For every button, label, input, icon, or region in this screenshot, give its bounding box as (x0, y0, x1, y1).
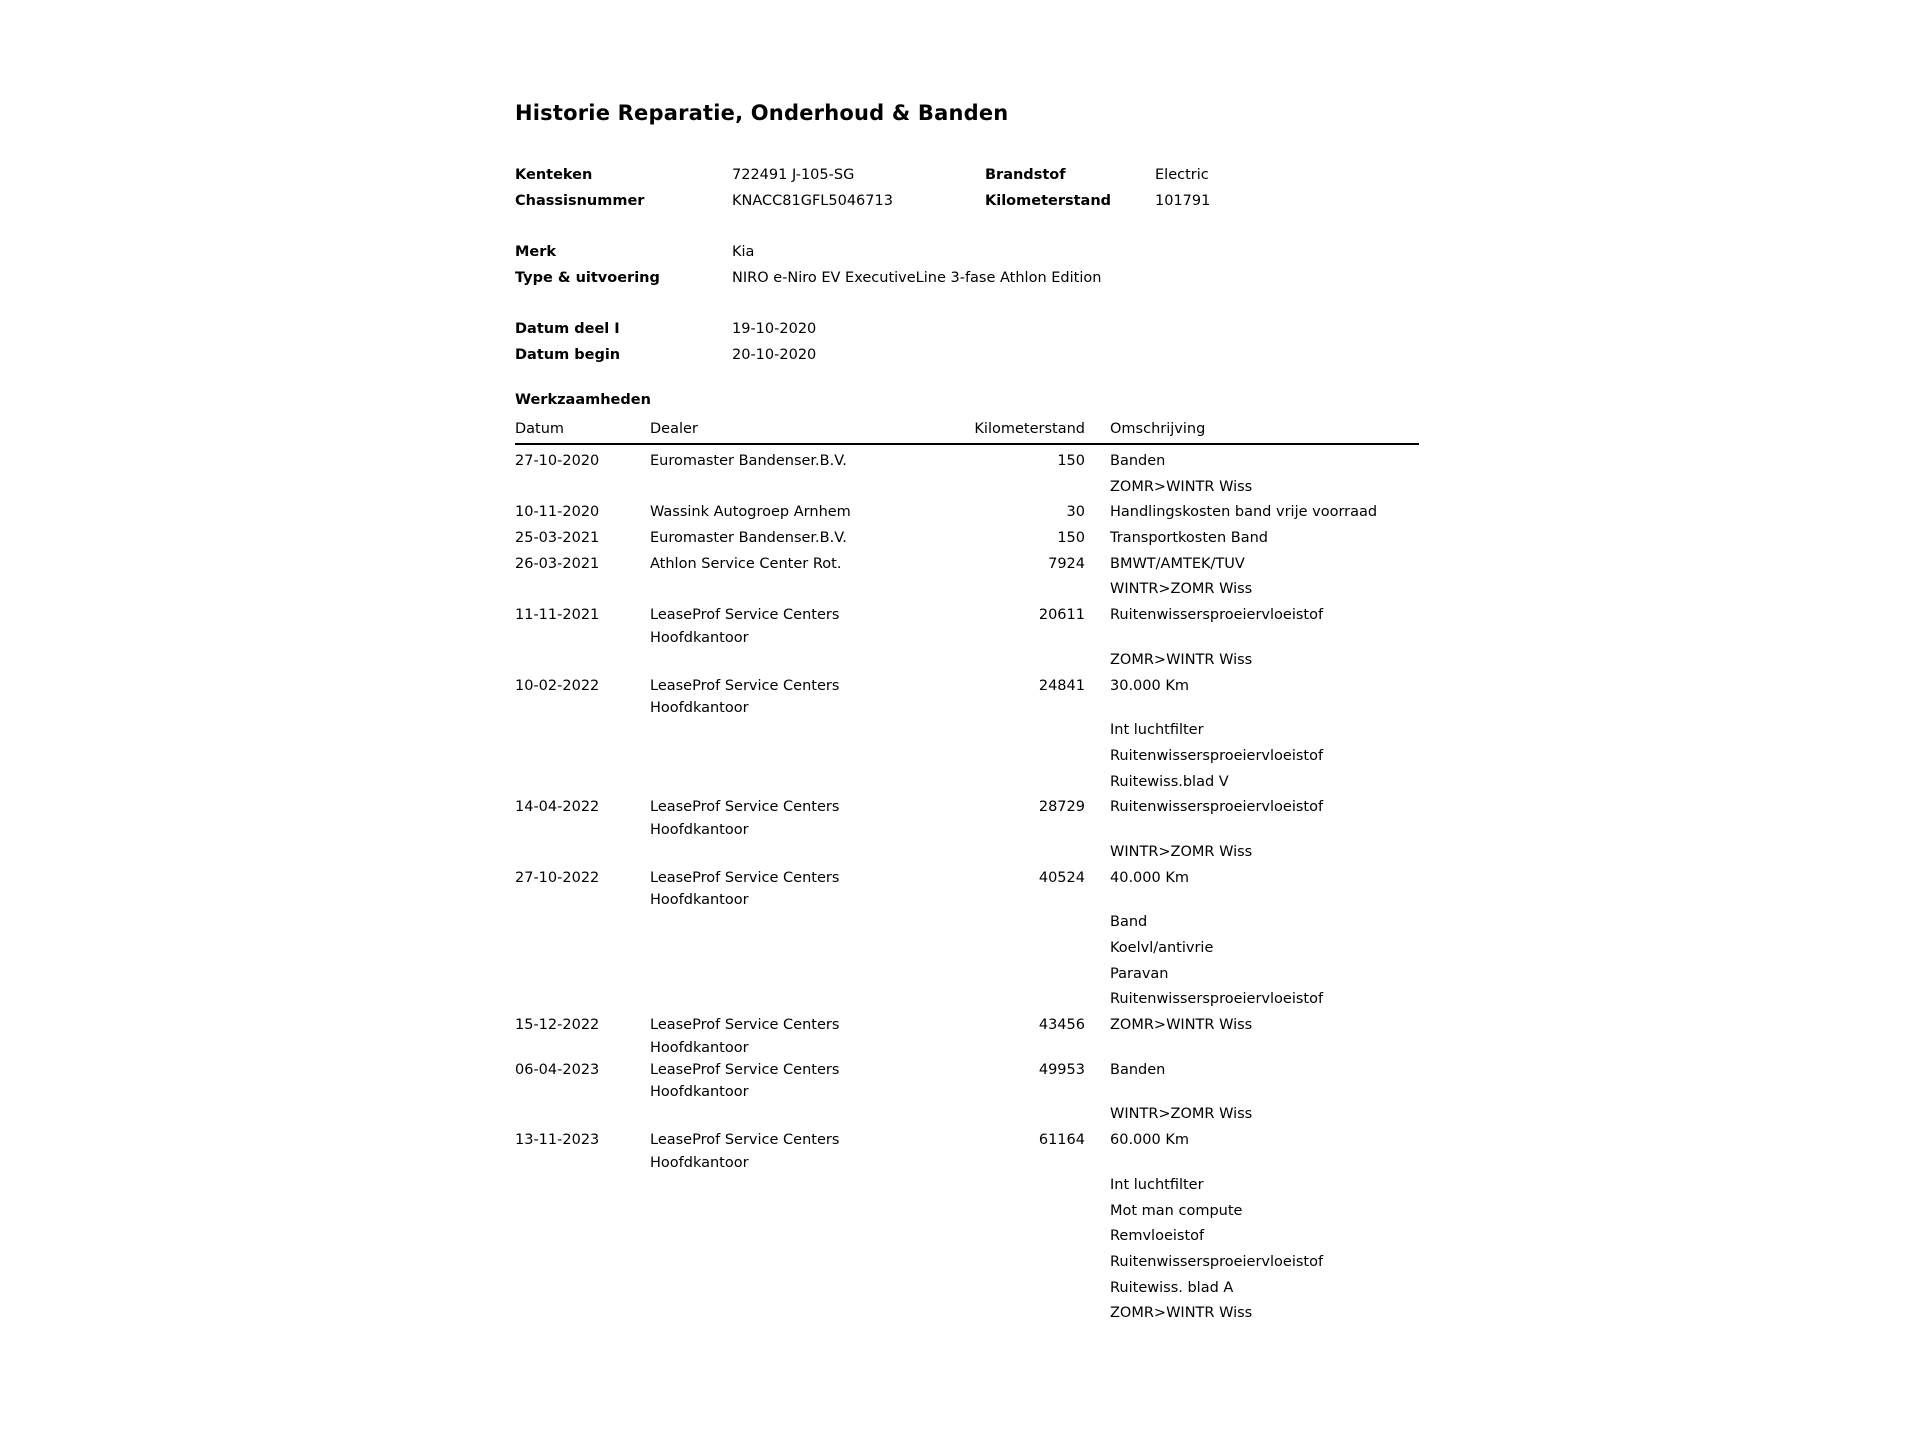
entry-description-line: Handlingskosten band vrije voorraad (1110, 504, 1378, 521)
entry-description-cell (1110, 1128, 1419, 1327)
entry-date: 26-03-2021 (515, 555, 600, 572)
entry-description-cell (1110, 449, 1419, 500)
entry-description-line: WINTR>ZOMR Wiss (1110, 1106, 1253, 1123)
entry-dealer-line: LeaseProf Service Centers (650, 869, 840, 886)
table-row (515, 1058, 1419, 1128)
column-header-omschrijving: Omschrijving (1110, 421, 1206, 437)
entry-description-line: ZOMR>WINTR Wiss (1110, 651, 1253, 668)
entry-dealer-cell (650, 795, 865, 865)
werkzaamheden-table (515, 419, 1419, 1327)
entry-date-cell (515, 866, 650, 1013)
entry-date: 06-04-2023 (515, 1061, 600, 1078)
entry-dealer-cell (650, 674, 865, 796)
info-row-kenteken (515, 162, 1860, 188)
entry-description-line: Ruitewiss.blad V (1110, 773, 1229, 790)
entry-description-cell (1110, 795, 1419, 865)
entry-description-line: Banden (1110, 1061, 1166, 1078)
entry-dealer-cell (650, 500, 865, 526)
entry-description-line: 30.000 Km (1110, 677, 1189, 694)
entry-date-cell (515, 526, 650, 552)
brandstof-value: Electric (1155, 167, 1209, 183)
entry-kilometerstand-cell (865, 1128, 1085, 1327)
entry-description-spacer (1110, 1083, 1419, 1102)
entry-description-line: Transportkosten Band (1110, 530, 1268, 547)
entry-date-cell (515, 1013, 650, 1058)
vehicle-type-block (515, 239, 1860, 291)
entry-date-cell (515, 1128, 650, 1327)
entry-description-line: Ruitenwissersproeiervloeistof (1110, 607, 1324, 624)
entry-kilometerstand-cell (865, 1058, 1085, 1128)
type-uitvoering-value: NIRO e-Niro EV ExecutiveLine 3-fase Athlon Edition (732, 270, 1102, 286)
datum-deel-1-label: Datum deel I (515, 321, 620, 337)
entry-description-line: Ruitenwissersproeiervloeistof (1110, 747, 1324, 764)
entry-kilometerstand: 24841 (1038, 677, 1085, 694)
entry-dealer-line: Hoofdkantoor (650, 700, 749, 717)
entry-description-line: Paravan (1110, 965, 1169, 982)
entry-description-line: Remvloeistof (1110, 1228, 1205, 1245)
entry-date-cell (515, 449, 650, 500)
entry-description-cell (1110, 1013, 1419, 1058)
werkzaamheden-section-title: Werkzaamheden (515, 392, 651, 408)
info-row-type-uitvoering (515, 265, 1860, 291)
entry-dealer-line: Hoofdkantoor (650, 629, 749, 646)
kenteken-label: Kenteken (515, 167, 593, 183)
table-row (515, 449, 1419, 500)
info-row-datum-begin (515, 342, 1860, 368)
entry-description-line: 60.000 Km (1110, 1132, 1189, 1149)
entry-date: 10-11-2020 (515, 504, 600, 521)
table-row (515, 674, 1419, 796)
table-row (515, 1128, 1419, 1327)
entry-description-spacer (1110, 1154, 1419, 1173)
entry-description-spacer (1110, 699, 1419, 718)
kenteken-value: 722491 J-105-SG (732, 167, 855, 183)
entry-kilometerstand: 28729 (1038, 799, 1085, 816)
chassisnummer-label: Chassisnummer (515, 193, 645, 209)
entry-dealer-line: Hoofdkantoor (650, 1084, 749, 1101)
entry-kilometerstand: 7924 (1048, 555, 1085, 572)
entry-kilometerstand-cell (865, 795, 1085, 865)
datum-deel-1-value: 19-10-2020 (732, 321, 817, 337)
entry-kilometerstand: 30 (1066, 504, 1085, 521)
entry-date: 27-10-2022 (515, 869, 600, 886)
entry-kilometerstand-cell (865, 526, 1085, 552)
kilometerstand-value: 101791 (1155, 193, 1211, 209)
entry-description-spacer (1110, 629, 1419, 648)
entry-description-line: Int luchtfilter (1110, 1176, 1204, 1193)
entry-dealer-cell (650, 526, 865, 552)
entry-description-spacer (1110, 821, 1419, 840)
entry-kilometerstand: 20611 (1038, 607, 1085, 624)
entry-description-cell (1110, 866, 1419, 1013)
entry-kilometerstand-cell (865, 449, 1085, 500)
entry-dealer-line: Euromaster Bandenser.B.V. (650, 453, 847, 469)
table-header-row (515, 419, 1419, 445)
entry-description-line: Int luchtfilter (1110, 722, 1204, 739)
info-row-datum-deel-1 (515, 316, 1860, 342)
entry-description-line: ZOMR>WINTR Wiss (1110, 478, 1253, 495)
datum-begin-label: Datum begin (515, 347, 621, 363)
entry-dealer-line: Hoofdkantoor (650, 1039, 749, 1056)
entry-dealer-line: Wassink Autogroep Arnhem (650, 504, 851, 521)
entry-description-line: Ruitewiss. blad A (1110, 1279, 1234, 1296)
entry-description-line: Banden (1110, 453, 1166, 469)
info-row-merk (515, 239, 1860, 265)
entry-dealer-cell (650, 1128, 865, 1327)
brandstof-label: Brandstof (985, 167, 1066, 183)
entry-date: 25-03-2021 (515, 530, 600, 547)
entry-description-line: WINTR>ZOMR Wiss (1110, 581, 1253, 598)
merk-value: Kia (732, 244, 755, 260)
entry-description-line: Koelvl/antivrie (1110, 940, 1214, 956)
entry-dealer-line: LeaseProf Service Centers (650, 677, 840, 694)
table-row (515, 866, 1419, 1013)
entry-description-line: Ruitenwissersproeiervloeistof (1110, 799, 1324, 816)
table-row (515, 526, 1419, 552)
entry-dealer-line: LeaseProf Service Centers (650, 799, 840, 816)
entry-description-line: Band (1110, 914, 1148, 931)
entry-kilometerstand: 49953 (1038, 1061, 1085, 1078)
entry-description-line: BMWT/AMTEK/TUV (1110, 555, 1245, 572)
entry-description-cell (1110, 1058, 1419, 1128)
entry-dealer-line: LeaseProf Service Centers (650, 1017, 840, 1034)
entry-dealer-cell (650, 1058, 865, 1128)
werkzaamheden-entries (515, 449, 1419, 1327)
entry-dealer-line: Hoofdkantoor (650, 892, 749, 909)
entry-dealer-line: LeaseProf Service Centers (650, 607, 840, 624)
kilometerstand-label: Kilometerstand (985, 193, 1112, 209)
table-row (515, 552, 1419, 603)
entry-kilometerstand-cell (865, 500, 1085, 526)
entry-date-cell (515, 1058, 650, 1128)
entry-date-cell (515, 674, 650, 796)
entry-description-line: 40.000 Km (1110, 869, 1189, 886)
entry-kilometerstand-cell (865, 603, 1085, 673)
entry-description-spacer (1110, 891, 1419, 910)
column-header-datum: Datum (515, 421, 565, 437)
entry-dealer-line: Hoofdkantoor (650, 1154, 749, 1171)
entry-date: 27-10-2020 (515, 453, 600, 469)
entry-dealer-line: LeaseProf Service Centers (650, 1061, 840, 1078)
table-row (515, 795, 1419, 865)
entry-description-line: Ruitenwissersproeiervloeistof (1110, 1253, 1324, 1270)
entry-dealer-line: Hoofdkantoor (650, 821, 749, 838)
datum-begin-value: 20-10-2020 (732, 347, 817, 363)
dates-block (515, 316, 1860, 368)
entry-description-cell (1110, 526, 1419, 552)
entry-description-line: WINTR>ZOMR Wiss (1110, 843, 1253, 860)
entry-dealer-cell (650, 1013, 865, 1058)
column-header-dealer: Dealer (650, 421, 698, 437)
table-row (515, 500, 1419, 526)
table-row (515, 603, 1419, 673)
entry-date-cell (515, 795, 650, 865)
entry-kilometerstand: 150 (1057, 530, 1085, 547)
entry-description-line: Ruitenwissersproeiervloeistof (1110, 991, 1324, 1008)
entry-dealer-cell (650, 603, 865, 673)
chassisnummer-value: KNACC81GFL5046713 (732, 193, 893, 209)
type-uitvoering-label: Type & uitvoering (515, 270, 660, 286)
entry-date: 13-11-2023 (515, 1132, 600, 1149)
entry-kilometerstand-cell (865, 674, 1085, 796)
entry-description-cell (1110, 552, 1419, 603)
entry-date: 11-11-2021 (515, 607, 600, 624)
entry-dealer-line: Athlon Service Center Rot. (650, 555, 842, 572)
entry-kilometerstand: 150 (1057, 453, 1085, 469)
entry-date-cell (515, 603, 650, 673)
entry-description-cell (1110, 603, 1419, 673)
entry-dealer-cell (650, 449, 865, 500)
table-row (515, 1013, 1419, 1058)
entry-kilometerstand-cell (865, 552, 1085, 603)
entry-description-cell (1110, 500, 1419, 526)
vehicle-id-block (515, 162, 1860, 214)
entry-kilometerstand: 40524 (1038, 869, 1085, 886)
entry-date-cell (515, 500, 650, 526)
entry-date: 14-04-2022 (515, 799, 600, 816)
entry-dealer-cell (650, 552, 865, 603)
page-title: Historie Reparatie, Onderhoud & Banden (515, 101, 1009, 125)
entry-description-cell (1110, 674, 1419, 796)
entry-date: 15-12-2022 (515, 1017, 600, 1034)
entry-dealer-line: LeaseProf Service Centers (650, 1132, 840, 1149)
entry-description-line: ZOMR>WINTR Wiss (1110, 1017, 1253, 1034)
entry-date-cell (515, 552, 650, 603)
entry-description-line: Mot man compute (1110, 1202, 1243, 1219)
entry-kilometerstand: 43456 (1038, 1017, 1085, 1034)
entry-kilometerstand: 61164 (1038, 1132, 1085, 1149)
entry-description-line: ZOMR>WINTR Wiss (1110, 1305, 1253, 1322)
entry-kilometerstand-cell (865, 866, 1085, 1013)
merk-label: Merk (515, 244, 557, 260)
entry-kilometerstand-cell (865, 1013, 1085, 1058)
column-header-kilometerstand: Kilometerstand (974, 421, 1085, 437)
entry-dealer-line: Euromaster Bandenser.B.V. (650, 530, 847, 547)
info-row-chassisnummer (515, 188, 1860, 214)
entry-date: 10-02-2022 (515, 677, 600, 694)
entry-dealer-cell (650, 866, 865, 1013)
